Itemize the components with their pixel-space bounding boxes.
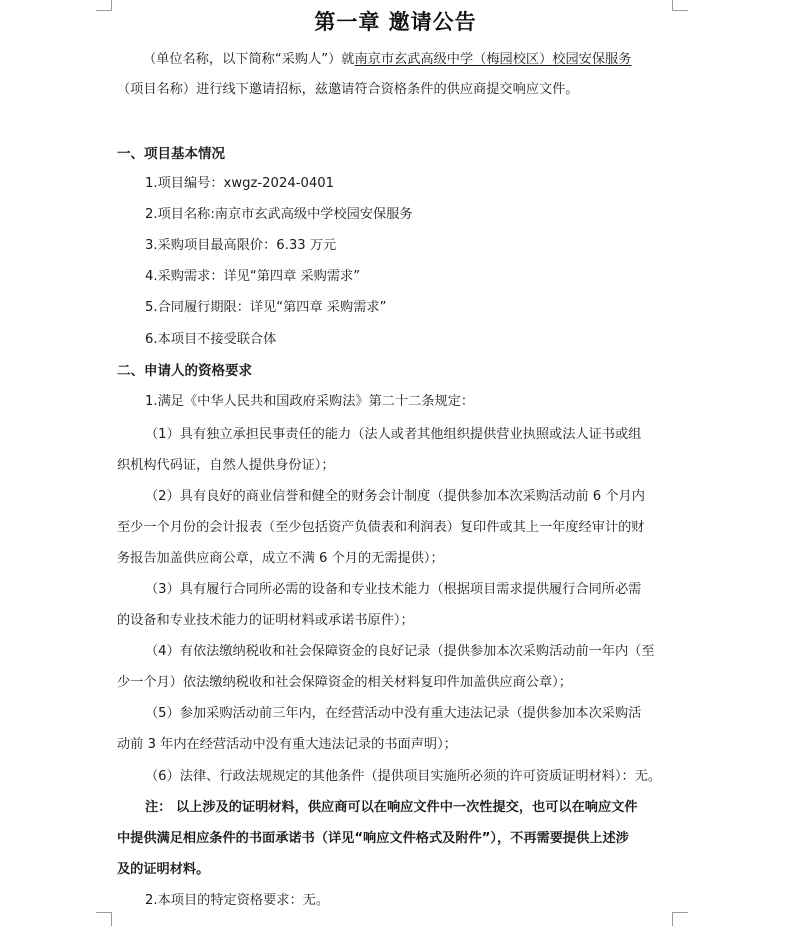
condition-5-line-1: （5）参加采购活动前三年内，在经营活动中没有重大违法记录（提供参加本次采购活 (145, 706, 642, 721)
intro-line-1 (143, 50, 631, 70)
crop-mark-bottom-left (96, 912, 112, 926)
condition-6: （6）法律、行政法规规定的其他条件（提供项目实施所必须的许可资质证明材料）：无。 (145, 769, 662, 784)
note-line-1: 注： 以上涉及的证明材料，供应商可以在响应文件中一次性提交，也可以在响应文件 (145, 800, 638, 815)
chapter-title: 第一章 邀请公告 (314, 9, 477, 34)
condition-2-line-3: 务报告加盖供应商公章，成立不满 6 个月的无需提供）； (117, 551, 444, 566)
condition-4-line-2: 少一个月）依法缴纳税收和社会保障资金的相关材料复印件加盖供应商公章）； (117, 675, 572, 690)
condition-2-line-2: 至少一个月份的会计报表（至少包括资产负债表和利润表）复印件或其上一年度经审计的财 (117, 520, 645, 535)
intro-project-name: 南京市玄武高级中学（梅园校区）校园安保服务 (354, 52, 632, 67)
condition-2-line-1: （2）具有良好的商业信誉和健全的财务会计制度（提供参加本次采购活动前 6 个月内 (145, 489, 645, 504)
qualification-item-2: 2.本项目的特定资格要求：无。 (145, 893, 330, 908)
condition-3-line-1: （3）具有履行合同所必需的设备和专业技术能力（根据项目需求提供履行合同所必需 (145, 582, 642, 597)
condition-1-line-1: （1）具有独立承担民事责任的能力（法人或者其他组织提供营业执照或法人证书或组 (145, 427, 642, 442)
project-item-2: 2.项目名称:南京市玄武高级中学校园安保服务 (145, 207, 413, 222)
note-line-3: 及的证明材料。 (117, 862, 210, 877)
condition-1-line-2: 织机构代码证，自然人提供身份证）； (117, 458, 335, 473)
note-line-2: 中提供满足相应条件的书面承诺书（详见“响应文件格式及附件”），不再需要提供上述涉 (117, 831, 629, 846)
section-2-heading: 二、申请人的资格要求 (117, 363, 252, 379)
crop-mark-bottom-right (672, 912, 688, 926)
project-item-6: 6.本项目不接受联合体 (145, 332, 277, 347)
project-item-4: 4.采购需求：详见“第四章 采购需求” (145, 269, 361, 284)
intro-prefix: （单位名称，以下简称“采购人”）就 (143, 52, 355, 67)
project-item-3: 3.采购项目最高限价：6.33 万元 (145, 238, 337, 253)
qualification-item-1: 1.满足《中华人民共和国政府采购法》第二十二条规定： (145, 394, 475, 409)
condition-5-line-2: 动前 3 年内在经营活动中没有重大违法记录的书面声明）； (117, 737, 457, 752)
intro-line-2: （项目名称）进行线下邀请招标，兹邀请符合资格条件的供应商提交响应文件。 (117, 82, 579, 97)
condition-3-line-2: 的设备和专业技术能力的证明材料或承诺书原件）； (117, 613, 414, 628)
condition-4-line-1: （4）有依法缴纳税收和社会保障资金的良好记录（提供参加本次采购活动前一年内（至 (145, 644, 655, 659)
project-item-5: 5.合同履行期限：详见“第四章 采购需求” (145, 300, 387, 315)
project-item-1: 1.项目编号：xwgz-2024-0401 (145, 176, 335, 191)
section-1-heading: 一、项目基本情况 (117, 146, 225, 162)
